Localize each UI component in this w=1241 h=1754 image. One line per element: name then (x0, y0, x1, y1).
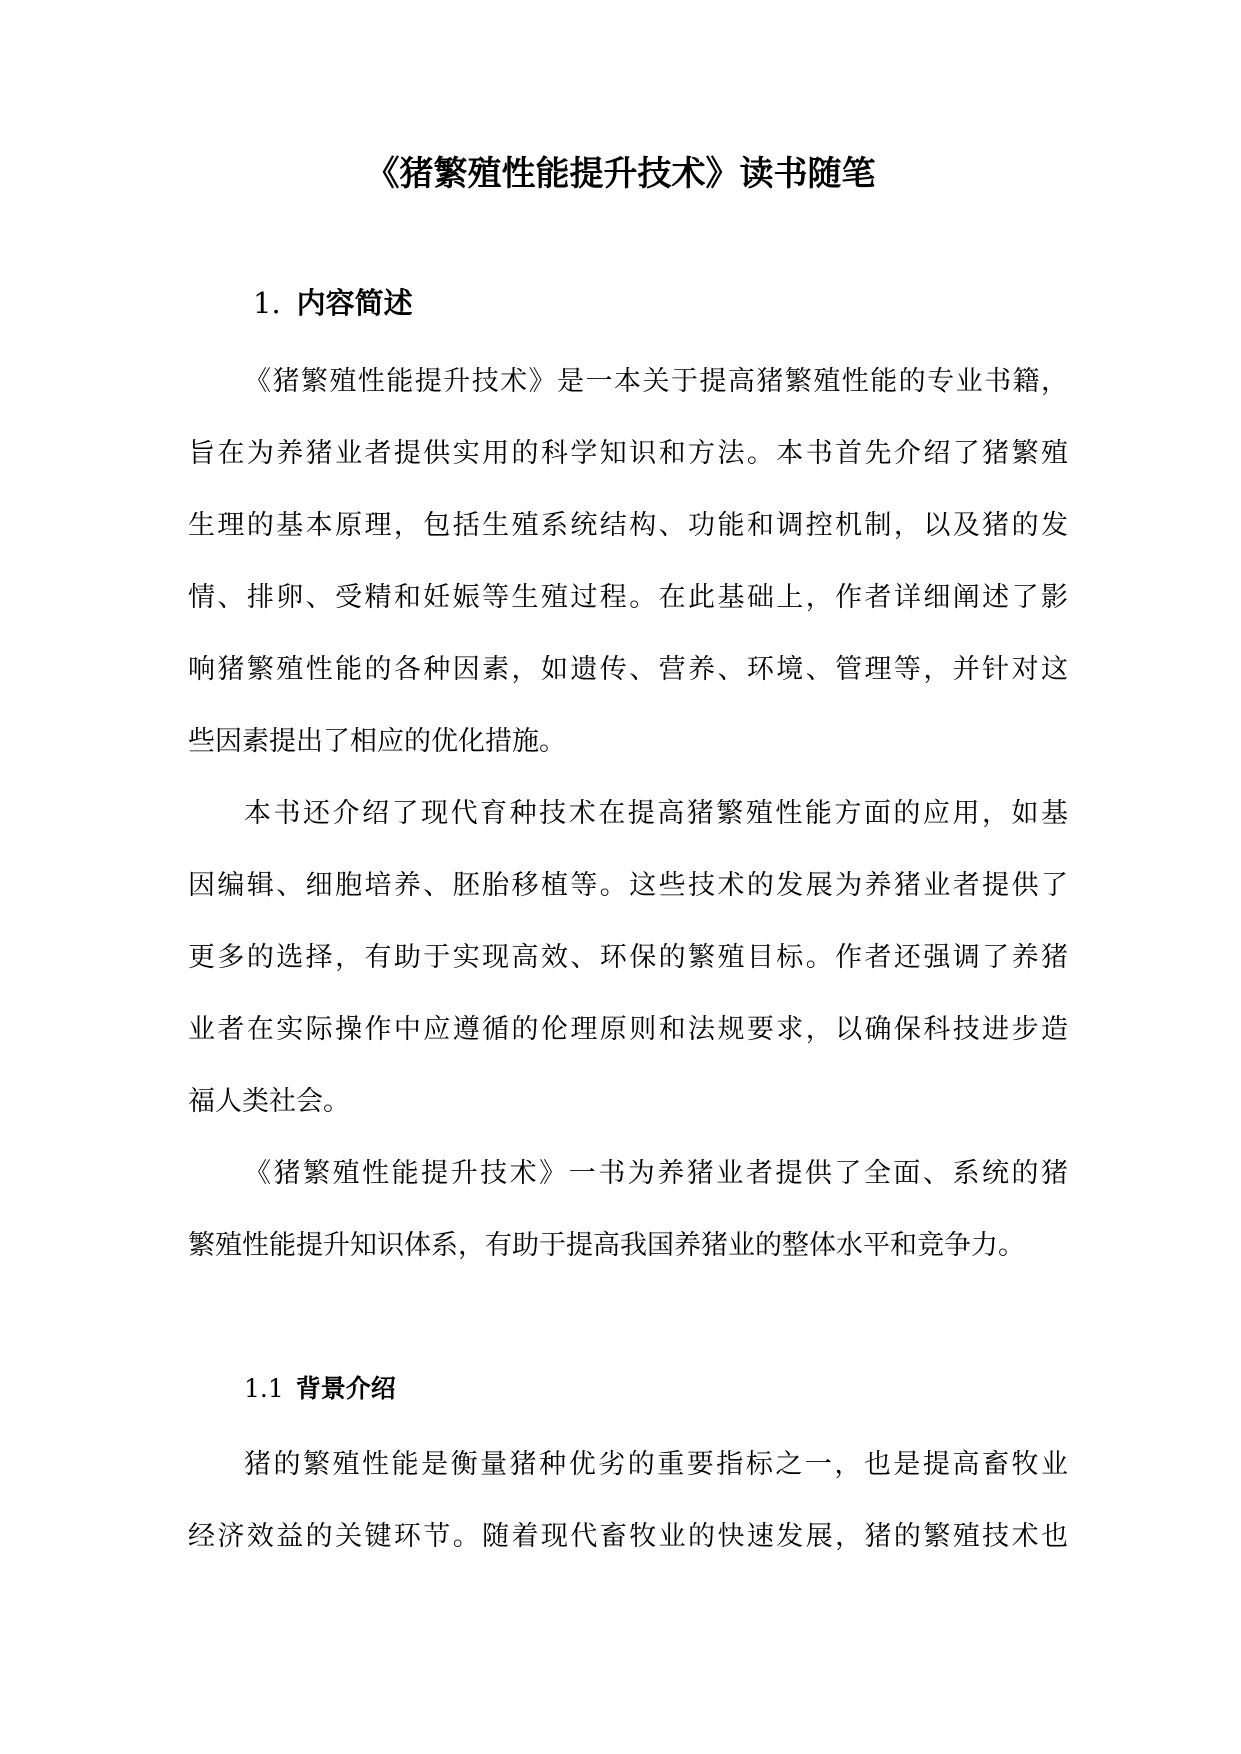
paragraph-line: 生理的基本原理，包括生殖系统结构、功能和调控机制，以及猪的发 (188, 510, 1068, 541)
paragraph-line: 因编辑、细胞培养、胚胎移植等。这些技术的发展为养猪业者提供了 (188, 870, 1068, 901)
section-number: 1.1 (244, 1374, 284, 1403)
paragraph-line: 经济效益的关键环节。随着现代畜牧业的快速发展，猪的繁殖技术也 (188, 1521, 1068, 1552)
paragraph-line: 本书还介绍了现代育种技术在提高猪繁殖性能方面的应用，如基 (244, 798, 1068, 829)
paragraph-line: 情、排卵、受精和妊娠等生殖过程。在此基础上，作者详细阐述了影 (188, 582, 1068, 613)
section-heading-1-1 (244, 1371, 396, 1407)
paragraph-line: 更多的选择，有助于实现高效、环保的繁殖目标。作者还强调了养猪 (188, 942, 1068, 973)
section-title: 内容简述 (296, 286, 413, 320)
document-title: 《猪繁殖性能提升技术》读书随笔 (365, 154, 876, 194)
section-number: 1. (253, 286, 281, 320)
paragraph-line: 旨在为养猪业者提供实用的科学知识和方法。本书首先介绍了猪繁殖 (188, 438, 1068, 469)
paragraph-line: 繁殖性能提升知识体系，有助于提高我国养猪业的整体水平和竞争力。 (188, 1230, 1025, 1261)
paragraph-line: 福人类社会。 (188, 1086, 350, 1117)
paragraph-line: 《猪繁殖性能提升技术》是一本关于提高猪繁殖性能的专业书籍， (244, 366, 1068, 397)
paragraph-line: 些因素提出了相应的优化措施。 (188, 726, 566, 757)
paragraph-line: 业者在实际操作中应遵循的伦理原则和法规要求，以确保科技进步造 (188, 1014, 1068, 1045)
section-heading-1 (253, 283, 413, 323)
paragraph-line: 响猪繁殖性能的各种因素，如遗传、营养、环境、管理等，并针对这 (188, 654, 1068, 685)
section-title: 背景介绍 (295, 1374, 396, 1403)
paragraph-line: 猪的繁殖性能是衡量猪种优劣的重要指标之一，也是提高畜牧业 (244, 1449, 1068, 1480)
paragraph-line: 《猪繁殖性能提升技术》一书为养猪业者提供了全面、系统的猪 (244, 1158, 1068, 1189)
